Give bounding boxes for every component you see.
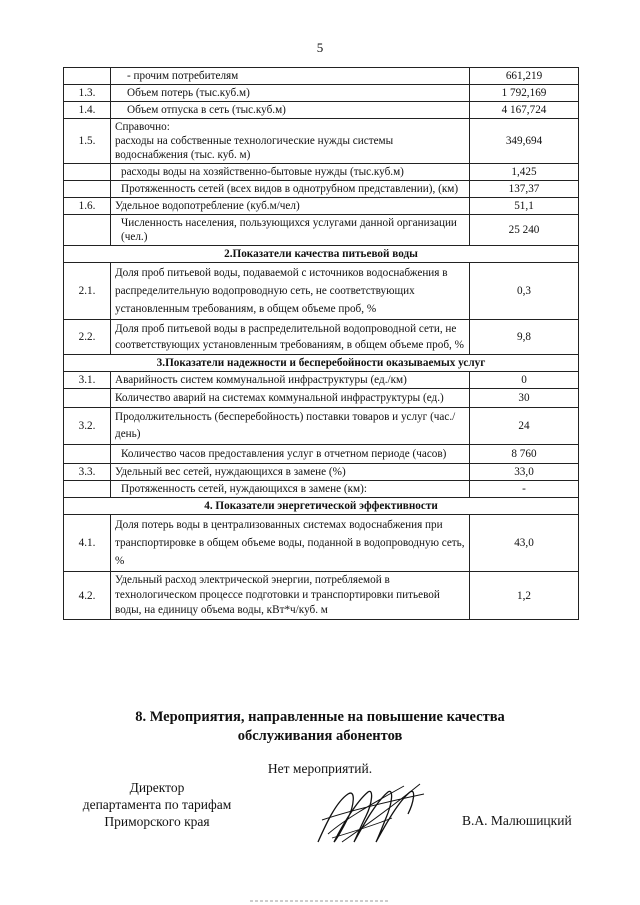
table-row: [64, 68, 579, 85]
row-number: [64, 445, 111, 464]
row-number: 1.4.: [64, 102, 111, 119]
row-description: Доля проб питьевой воды, подаваемой с источников водоснабжения в распределительную водопроводную сеть, не соответствующих установленным требованиям, в общем объеме проб, %: [111, 263, 470, 320]
row-description: Объем отпуска в сеть (тыс.куб.м): [111, 102, 470, 119]
row-description: Количество часов предоставления услуг в отчетном периоде (часов): [111, 445, 470, 464]
row-value: 33,0: [470, 464, 579, 481]
row-description: Удельный расход электрической энергии, потребляемой в технологическом процессе подготовки и транспортировки питьевой воды, на единицу объема воды, кВт*ч/куб. м: [111, 572, 470, 620]
table-row: [64, 481, 579, 498]
row-number: [64, 215, 111, 246]
row-description: Доля проб питьевой воды в распределительной водопроводной сети, не соответствующих установленным требованиям, в общем объеме проб, %: [111, 320, 470, 355]
table-row: [64, 572, 579, 620]
row-description: Аварийность систем коммунальной инфраструктуры (ед./км): [111, 372, 470, 389]
section-title: 4. Показатели энергетической эффективности: [64, 498, 579, 515]
row-number: [64, 481, 111, 498]
row-value: 30: [470, 389, 579, 408]
no-measures-text: Нет мероприятий.: [267, 761, 373, 776]
row-number: [64, 164, 111, 181]
row-value: 1 792,169: [470, 85, 579, 102]
row-value: 0,3: [470, 263, 579, 320]
indicators-table: [63, 67, 579, 620]
row-value: 1,2: [470, 572, 579, 620]
signatory-title-line1: Директор: [129, 780, 185, 795]
row-value: 51,1: [470, 198, 579, 215]
table-row: [64, 198, 579, 215]
table-row: [64, 102, 579, 119]
table-row: [64, 263, 579, 320]
section-heading-line1: 8. Мероприятия, направленные на повышение качества: [135, 709, 505, 725]
row-description: - прочим потребителям: [111, 68, 470, 85]
signatory-name: В.А. Малюшицкий: [462, 813, 572, 828]
handwritten-signature: [312, 780, 427, 850]
row-value: 137,37: [470, 181, 579, 198]
table-row: [64, 119, 579, 164]
signatory-title-line2: департамента по тарифам: [82, 797, 232, 812]
row-number: 4.2.: [64, 572, 111, 620]
table-row: [64, 320, 579, 355]
row-number: 2.2.: [64, 320, 111, 355]
row-description: расходы воды на хозяйственно-бытовые нужды (тыс.куб.м): [111, 164, 470, 181]
row-description: Количество аварий на системах коммунальной инфраструктуры (ед.): [111, 389, 470, 408]
row-number: 3.3.: [64, 464, 111, 481]
row-value: 43,0: [470, 515, 579, 572]
row-number: 1.5.: [64, 119, 111, 164]
row-description: Объем потерь (тыс.куб.м): [111, 85, 470, 102]
row-value: 9,8: [470, 320, 579, 355]
row-value: 349,694: [470, 119, 579, 164]
table-section-row: [64, 355, 579, 372]
section-title: 3.Показатели надежности и бесперебойности оказываемых услуг: [64, 355, 579, 372]
row-number: [64, 68, 111, 85]
table-row: [64, 515, 579, 572]
row-number: 1.6.: [64, 198, 111, 215]
row-number: 3.2.: [64, 408, 111, 445]
table-row: [64, 85, 579, 102]
table-row: [64, 445, 579, 464]
row-value: 24: [470, 408, 579, 445]
signatory-title: [62, 779, 252, 830]
section-title: 2.Показатели качества питьевой воды: [64, 246, 579, 263]
section-heading: [0, 708, 640, 746]
row-description: Продолжительность (бесперебойность) поставки товаров и услуг (час./день): [111, 408, 470, 445]
row-value: 661,219: [470, 68, 579, 85]
row-value: 25 240: [470, 215, 579, 246]
table-row: [64, 372, 579, 389]
table-section-row: [64, 246, 579, 263]
table-row: [64, 215, 579, 246]
row-value: -: [470, 481, 579, 498]
table-section-row: [64, 498, 579, 515]
row-description: Протяженность сетей, нуждающихся в замене (км):: [111, 481, 470, 498]
row-number: [64, 389, 111, 408]
row-value: 1,425: [470, 164, 579, 181]
table-row: [64, 389, 579, 408]
row-value: 4 167,724: [470, 102, 579, 119]
page-number: 5: [316, 40, 324, 55]
footer-mark: [250, 898, 390, 903]
row-number: 1.3.: [64, 85, 111, 102]
signatory-title-line3: Приморского края: [104, 814, 210, 829]
row-value: 0: [470, 372, 579, 389]
section-heading-line2: обслуживания абонентов: [237, 728, 403, 744]
row-number: [64, 181, 111, 198]
table-row: [64, 164, 579, 181]
row-description: Удельное водопотребление (куб.м/чел): [111, 198, 470, 215]
row-number: 3.1.: [64, 372, 111, 389]
row-description: Протяженность сетей (всех видов в однотрубном представлении), (км): [111, 181, 470, 198]
row-description: Численность населения, пользующихся услугами данной организации (чел.): [111, 215, 470, 246]
row-value: 8 760: [470, 445, 579, 464]
table-row: [64, 181, 579, 198]
row-description: Справочно: расходы на собственные технологические нужды системы водоснабжения (тыс. куб. м): [111, 119, 470, 164]
row-description: Доля потерь воды в централизованных системах водоснабжения при транспортировке в общем объеме воды, поданной в водопроводную сеть, %: [111, 515, 470, 572]
table-row: [64, 464, 579, 481]
table-row: [64, 408, 579, 445]
row-number: 2.1.: [64, 263, 111, 320]
row-number: 4.1.: [64, 515, 111, 572]
row-description: Удельный вес сетей, нуждающихся в замене (%): [111, 464, 470, 481]
